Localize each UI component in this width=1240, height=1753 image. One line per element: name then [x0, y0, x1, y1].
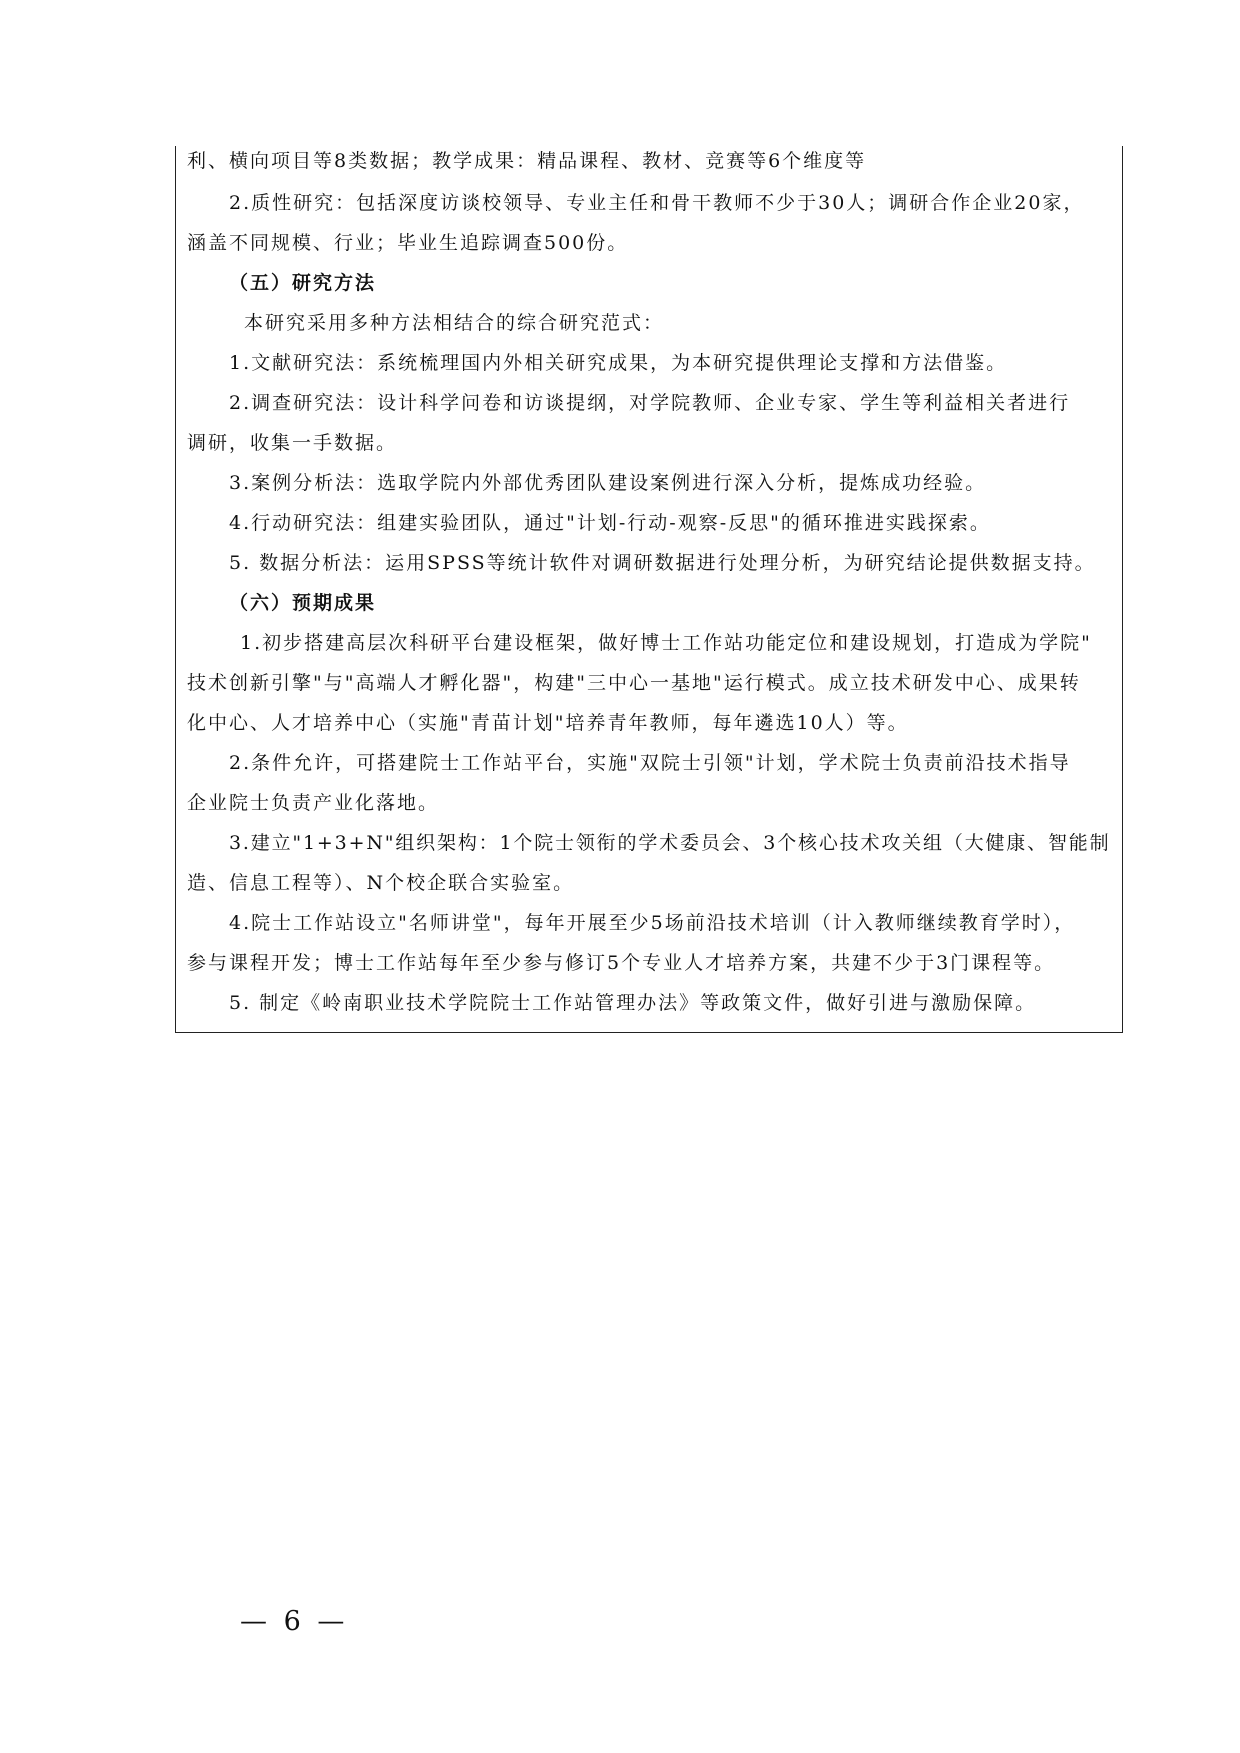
text-line: 涵盖不同规模、行业；毕业生追踪调查500份。: [187, 232, 629, 254]
text-line: 化中心、人才培养中心（实施"青苗计划"培养青年教师，每年遴选10人）等。: [187, 712, 909, 734]
text-line: 企业院士负责产业化落地。: [187, 792, 440, 814]
text-line: 造、信息工程等）、N个校企联合实验室。: [187, 872, 575, 894]
section-heading-methods: （五）研究方法: [229, 272, 377, 294]
text-line: 2.质性研究：包括深度访谈校领导、专业主任和骨干教师不少于30人；调研合作企业20家，: [229, 192, 1085, 214]
text-line: 3.建立"1+3+N"组织架构：1个院士领衔的学术委员会、3个核心技术攻关组（大健康、智能制: [229, 832, 1111, 854]
text-line: 1.初步搭建高层次科研平台建设框架，做好博士工作站功能定位和建设规划，打造成为学院": [240, 632, 1092, 654]
text-line: 利、横向项目等8类数据；教学成果：精品课程、教材、竞赛等6个维度等: [187, 150, 867, 172]
page-number: — 6 —: [240, 1606, 349, 1637]
text-line: 5. 制定《岭南职业技术学院院士工作站管理办法》等政策文件，做好引进与激励保障。: [229, 992, 1037, 1014]
text-line: 3.案例分析法：选取学院内外部优秀团队建设案例进行深入分析，提炼成功经验。: [229, 472, 987, 494]
text-line: 4.行动研究法：组建实验团队，通过"计划-行动-观察-反思"的循环推进实践探索。: [229, 512, 991, 534]
section-heading-outcomes: （六）预期成果: [229, 592, 377, 614]
text-line: 5. 数据分析法：运用SPSS等统计软件对调研数据进行处理分析，为研究结论提供数据支持。: [229, 552, 1096, 574]
text-line: 2.条件允许，可搭建院士工作站平台，实施"双院士引领"计划，学术院士负责前沿技术指导: [229, 752, 1071, 774]
text-line: 1.文献研究法：系统梳理国内外相关研究成果，为本研究提供理论支撑和方法借鉴。: [229, 352, 1008, 374]
text-line: 调研，收集一手数据。: [187, 432, 398, 454]
text-line: 2.调查研究法：设计科学问卷和访谈提纲，对学院教师、企业专家、学生等利益相关者进行: [229, 392, 1071, 414]
text-line: 参与课程开发；博士工作站每年至少参与修订5个专业人才培养方案，共建不少于3门课程等。: [187, 952, 1056, 974]
text-line: 4.院士工作站设立"名师讲堂"，每年开展至少5场前沿技术培训（计入教师继续教育学时），: [229, 912, 1076, 934]
text-line: 本研究采用多种方法相结合的综合研究范式：: [244, 312, 665, 334]
text-line: 技术创新引擎"与"高端人才孵化器"，构建"三中心一基地"运行模式。成立技术研发中心、成果转: [187, 672, 1081, 694]
